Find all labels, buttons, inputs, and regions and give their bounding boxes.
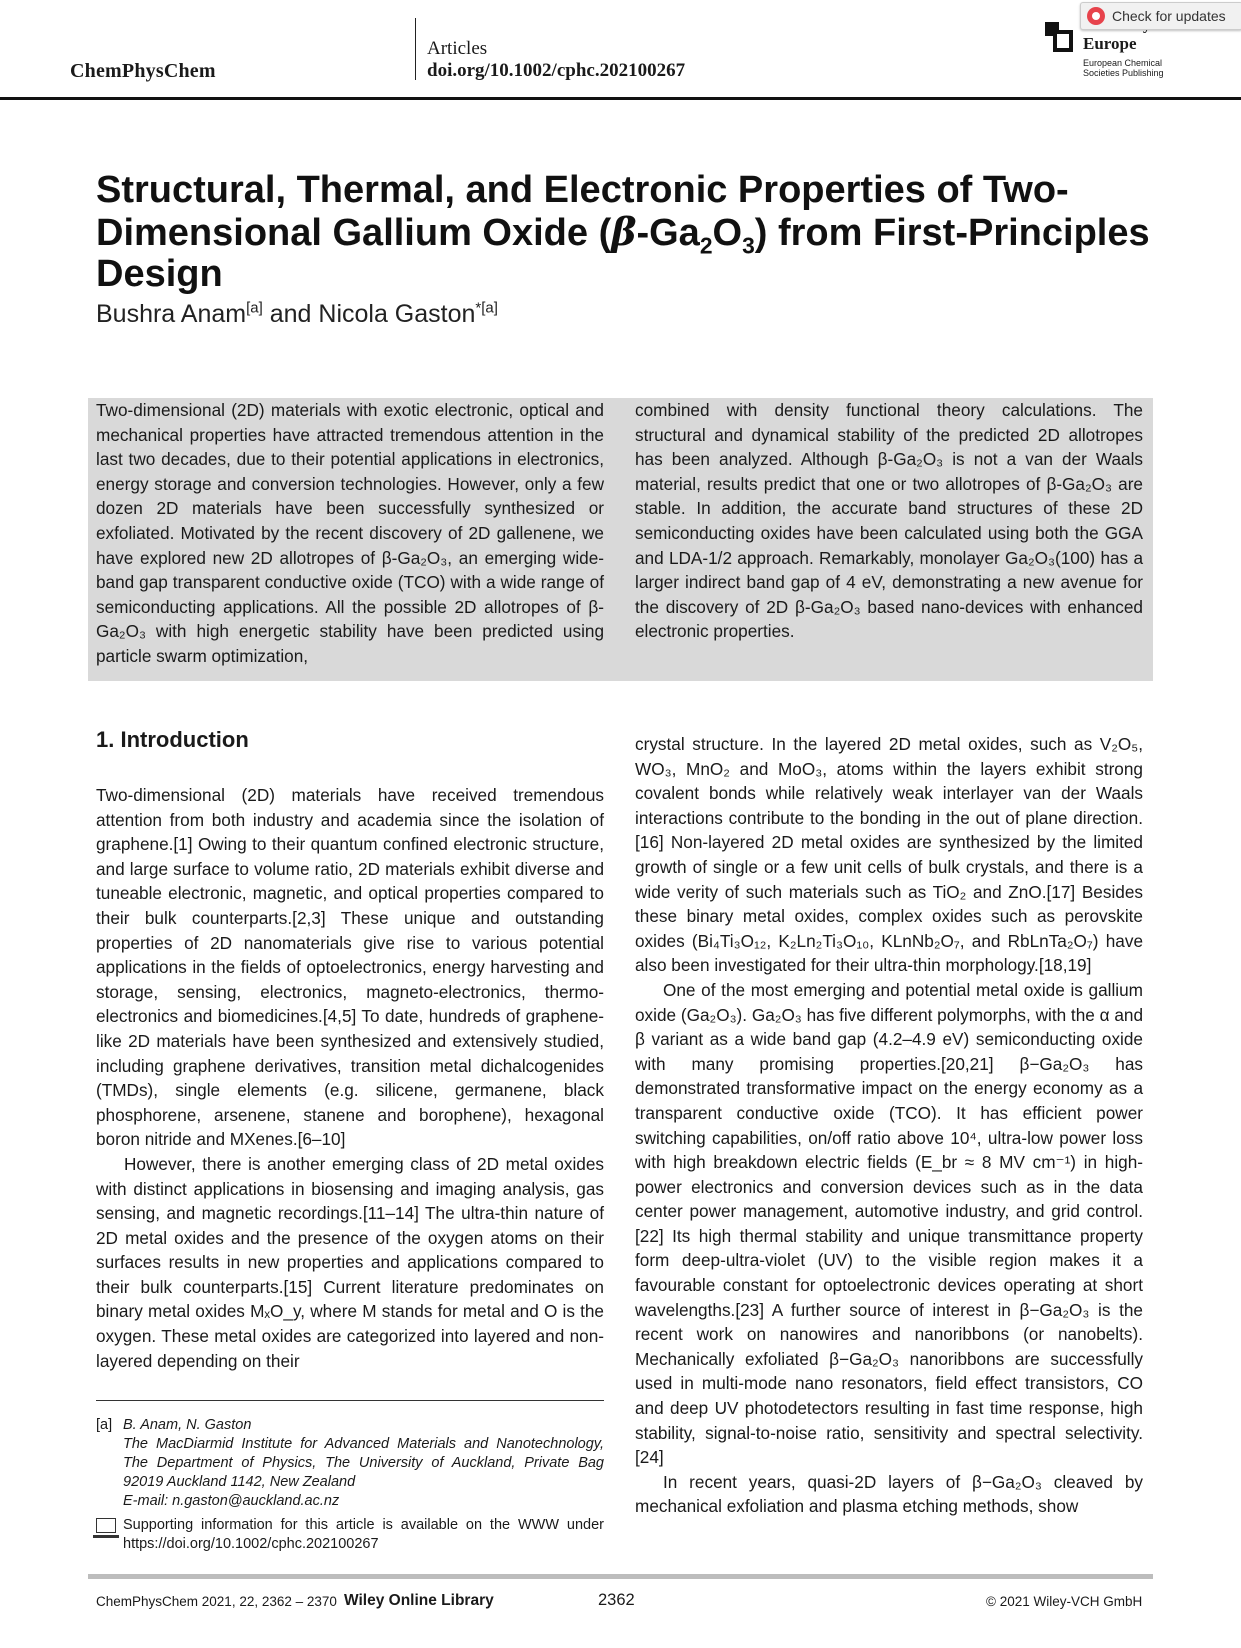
supporting-info-text[interactable]: Supporting information for this article is available on the WWW under https://doi.org/10.1002/cphc.202100267 — [123, 1517, 604, 1552]
header-rule — [0, 97, 1241, 100]
body-column-left — [96, 783, 604, 1373]
footer-citation: ChemPhysChem 2021, 22, 2362 – 2370 — [96, 1594, 337, 1609]
logo-subtitle: European Chemical Societies Publishing — [1083, 58, 1164, 78]
section-label: Articles — [427, 38, 488, 59]
author-affiliation: [a] — [246, 299, 263, 317]
check-for-updates-button[interactable] — [1080, 2, 1241, 30]
copyright-notice: © 2021 Wiley-VCH GmbH — [986, 1594, 1143, 1609]
abstract-text-left: Two-dimensional (2D) materials with exotic electronic, optical and mechanical properties have attracted tremendous attention in the last two decades, due to their potential applications in electronics, energy storage and conversion technologies. However, only a few dozen 2D materials have been successfully synthesized or exfoliated. Motivated by the recent discovery of 2D gallenene, we have explored new 2D allotropes of β-Ga₂O₃, an emerging wide-band gap transparent conductive oxide (TCO) with a wide range of semiconducting applications. All the possible 2D allotropes of β-Ga₂O₃ with high energetic stability have been predicted using particle swarm optimization, — [96, 400, 604, 666]
paragraph: One of the most emerging and potential metal oxide is gallium oxide (Ga₂O₃). Ga₂O₃ has five different polymorphs, with the α and β variant as a wide band gap (4.2–4.9 eV) semiconducting oxide with many promising properties.[20,21] β−Ga₂O₃ has demonstrated transformative impact on the energy economy as a transparent conductive oxide (TCO). It has efficient power switching capabilities, on/off ratio above 10⁴, ultra-low power loss with high breakdown electric fields (E_br ≈ 8 MV cm⁻¹) in high-power electronics and conversion devices such as in the data center power management, automotive industry, and grid control.[22] Its high thermal stability and unique transmittance property form deep-ultra-violet (UV) to the visible region makes it a favourable constant for optoelectronic devices operating at short wavelengths.[23] A further source of interest in β−Ga₂O₃ is the recent work on nanowires and nanoribbons (or nanobelts). Mechanically exfoliated β−Ga₂O₃ nanoribbons are successfully used in multi-mode nano resonators, field effect transistors, CO and deep UV photodetectors resulting in fast time response, high stability, signal-to-noise ratio, sensitivity and spectral selectivity.[24] — [635, 979, 1143, 1468]
doi-link[interactable]: doi.org/10.1002/cphc.202100267 — [427, 60, 686, 81]
paragraph: However, there is another emerging class of 2D metal oxides with distinct applications in biosensing and imaging analysis, gas sensing, and magnetic recordings.[11–14] The ultra-thin nature of 2D metal oxides and the presence of the oxygen atoms on their surfaces results in new properties and applications compared to their bulk counterparts.[15] Current literature predominates on binary metal oxides MₓO_y, where M stands for metal and O is the oxygen. These metal oxides are categorized into layered and non-layered depending on their — [96, 1153, 604, 1371]
paragraph: crystal structure. In the layered 2D metal oxides, such as V₂O₅, WO₃, MnO₂ and MoO₃, atoms within the layers exhibit strong covalent bonds while relatively weak interlayer van der Waals interactions contribute to the bonding in the out of plane direction.[16] Non-layered 2D metal oxides are synthesized by the limited growth of single or a few unit cells of bulk crystals, and there is a wide verity of such materials such as TiO₂ and ZnO.[17] Besides these binary metal oxides, complex oxides such as perovskite oxides (Bi₄Ti₃O₁₂, K₂Ln₂Ti₃O₁₀, KLnNb₂O₇, and RbLnTa₂O₇) have also been investigated for their ultra-thin morphology.[18,19] — [635, 734, 1143, 976]
author-affiliation: *[a] — [475, 299, 498, 317]
paragraph: In recent years, quasi-2D layers of β−Ga₂O₃ cleaved by mechanical exfoliation and plasma etching methods, show — [635, 1471, 1143, 1517]
affiliation-email[interactable]: E-mail: n.gaston@auckland.ac.nz — [123, 1493, 340, 1509]
page-number: 2362 — [598, 1591, 635, 1609]
affiliation-footnote — [96, 1416, 604, 1511]
supporting-info-note — [96, 1516, 604, 1554]
affiliation-label: [a] — [96, 1417, 113, 1433]
article-title: Structural, Thermal, and Electronic Properties of Two-Dimensional Gallium Oxide $(\beta-Ga_2O_3)$ from First-Principles Design — [96, 169, 1150, 295]
affiliation-names: B. Anam, N. Gaston — [123, 1417, 252, 1433]
header-divider — [415, 18, 416, 80]
affiliation-institution: The MacDiarmid Institute for Advanced Materials and Nanotechnology, The Department of Physics, The University of Auckland, Private Bag 92019 Auckland 1142, New Zealand — [123, 1436, 604, 1490]
crossmark-icon — [1087, 7, 1105, 25]
abstract-text-right: combined with density functional theory calculations. The structural and dynamical stability of the predicted 2D allotropes has been analyzed. Although β-Ga₂O₃ is not a van der Waals material, results predict that one or two allotropes of β-Ga₂O₃ are stable. In addition, the accurate band structures of these 2D semiconducting oxides have been calculated using both the GGA and LDA-1/2 approach. Remarkably, monolayer Ga₂O₃(100) has a larger indirect band gap of 4 eV, demonstrating a new avenue for the discovery of 2D β-Ga₂O₃ based nano-devices with enhanced electronic properties. — [635, 400, 1143, 642]
author-name[interactable]: Bushra Anam — [96, 300, 247, 328]
computer-icon — [96, 1518, 116, 1533]
author-list: Bushra Anam[a] and Nicola Gaston$^{*[a]}$ — [96, 299, 498, 328]
footer-rule — [88, 1574, 1153, 1579]
author-name[interactable]: Nicola Gaston — [318, 300, 476, 328]
paragraph: Two-dimensional (2D) materials have received tremendous attention from both industry and academia since the isolation of graphene.[1] Owing to their quantum confined electronic structure, and large surface to volume ratio, 2D materials exhibit diverse and tuneable electronic, magnetic, and optical properties compared to their bulk counterparts.[2,3] These unique and outstanding properties of 2D nanomaterials give rise to various potential applications in the fields of optoelectronics, energy harvesting and storage, sensing, electronics, magneto-electronics, thermo-electronics and biomedicines.[4,5] To date, hundreds of graphene-like 2D materials have been synthesized and extensively studied, including graphene derivatives, transition metal dichalcogenides (TMDs), single elements (e.g. silicene, germanene, black phosphorene, arsenene, stanene and borophene), hexagonal boron nitride and MXenes.[6–10] — [96, 785, 604, 1150]
wiley-online-library-link[interactable]: Wiley Online Library — [344, 1592, 494, 1609]
body-column-right — [635, 732, 1143, 1519]
chemistry-europe-logo-icon — [1045, 22, 1073, 52]
section-heading: 1. Introduction — [96, 727, 249, 752]
logo-main-text: Europe — [1083, 34, 1137, 53]
footnote-rule — [96, 1400, 604, 1401]
journal-name: ChemPhysChem — [70, 60, 216, 82]
check-for-updates-label: Check for updates — [1112, 8, 1226, 24]
